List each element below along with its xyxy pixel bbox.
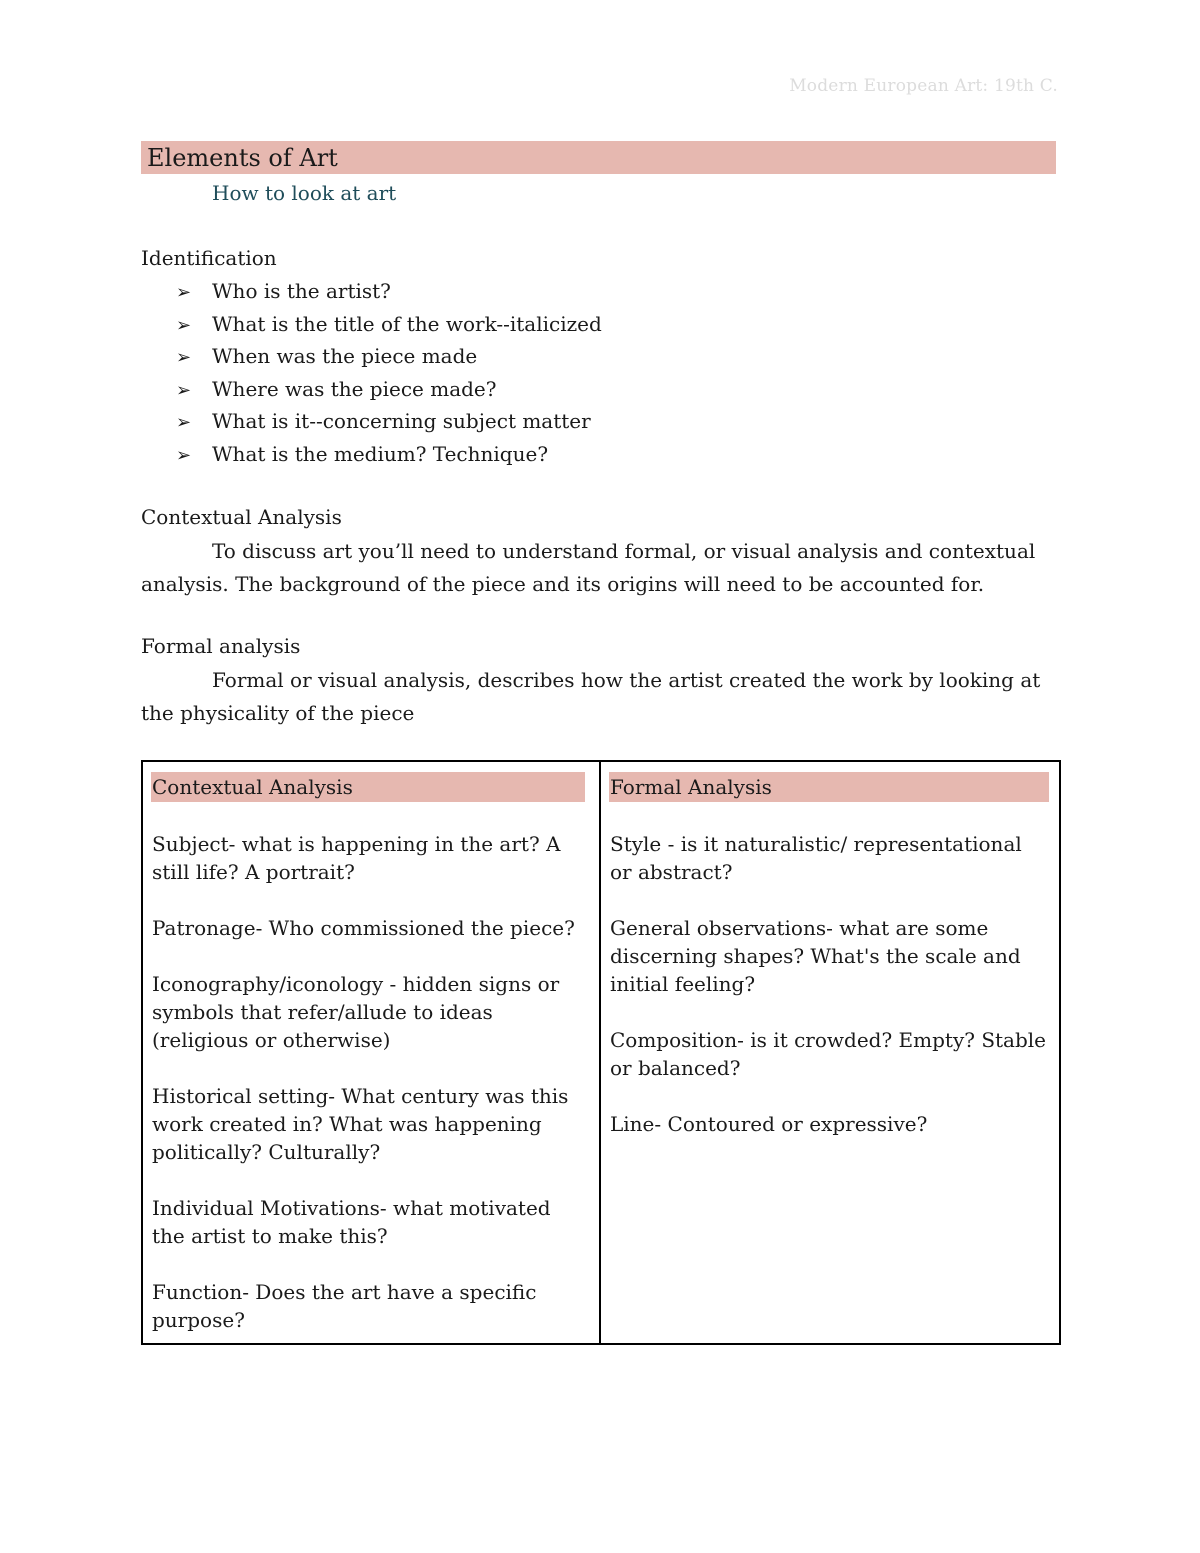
formal-heading: Formal analysis (141, 634, 301, 658)
table-entry: Composition- is it crowded? Empty? Stable or balanced? (610, 1028, 1047, 1080)
title-bar (141, 141, 1056, 174)
list-item-text: When was the piece made (212, 344, 478, 369)
table-entry: Iconography/iconology - hidden signs or symbols that refer/allude to ideas (religious or otherwise) (152, 972, 560, 1052)
arrow-bullet-icon: ➢ (176, 314, 192, 336)
identification-heading: Identification (141, 246, 277, 270)
list-item (176, 439, 602, 472)
list-item (176, 276, 602, 309)
column-header-label: Formal Analysis (610, 775, 772, 799)
column-header (151, 772, 585, 802)
identification-list (176, 276, 602, 472)
column-body (610, 830, 1049, 1166)
contextual-heading: Contextual Analysis (141, 505, 342, 529)
formal-paragraph: Formal or visual analysis, describes how the artist created the work by looking at the physicality of the piece (141, 668, 1041, 725)
table-entry: General observations- what are some discerning shapes? What's the scale and initial feeling? (610, 916, 1021, 996)
list-item-text: What is the title of the work--italicized (212, 311, 602, 336)
analysis-table (141, 760, 1061, 1345)
page-subtitle: How to look at art (212, 181, 397, 205)
list-item (176, 406, 602, 439)
column-header (609, 772, 1049, 802)
table-entry: Style - is it naturalistic/ representational or abstract? (610, 832, 1022, 884)
table-entry: Historical setting- What century was this work created in? What was happening politically? Culturally? (152, 1084, 569, 1164)
page-title: Elements of Art (147, 144, 338, 172)
list-item-text: Who is the artist? (212, 279, 391, 303)
table-entry: Line- Contoured or expressive? (610, 1112, 928, 1136)
arrow-bullet-icon: ➢ (176, 412, 192, 434)
list-item-text: What is the medium? Technique? (212, 441, 549, 466)
formal-column (601, 762, 1059, 1343)
column-header-label: Contextual Analysis (152, 775, 353, 799)
arrow-bullet-icon: ➢ (176, 282, 192, 303)
page-header: Modern European Art: 19th C. (789, 76, 1058, 96)
contextual-column (143, 762, 601, 1343)
list-item-text: Where was the piece made? (212, 376, 497, 401)
table-entry: Patronage- Who commissioned the piece? (152, 916, 575, 940)
list-item (176, 374, 602, 407)
list-item-text: What is it--concerning subject matter (212, 409, 591, 434)
table-entry: Subject- what is happening in the art? A still life? A portrait? (152, 832, 561, 884)
arrow-bullet-icon: ➢ (176, 444, 192, 466)
list-item (176, 309, 602, 342)
table-entry: Individual Motivations- what motivated the artist to make this? (152, 1196, 551, 1248)
arrow-bullet-icon: ➢ (176, 379, 192, 401)
column-body (152, 830, 589, 1362)
table-entry: Function- Does the art have a specific purpose? (152, 1280, 537, 1332)
arrow-bullet-icon: ➢ (176, 347, 192, 369)
list-item (176, 341, 602, 374)
contextual-paragraph: To discuss art you’ll need to understand formal, or visual analysis and contextual analysis. The background of the piece and its origins will need to be accounted for. (141, 539, 1036, 596)
